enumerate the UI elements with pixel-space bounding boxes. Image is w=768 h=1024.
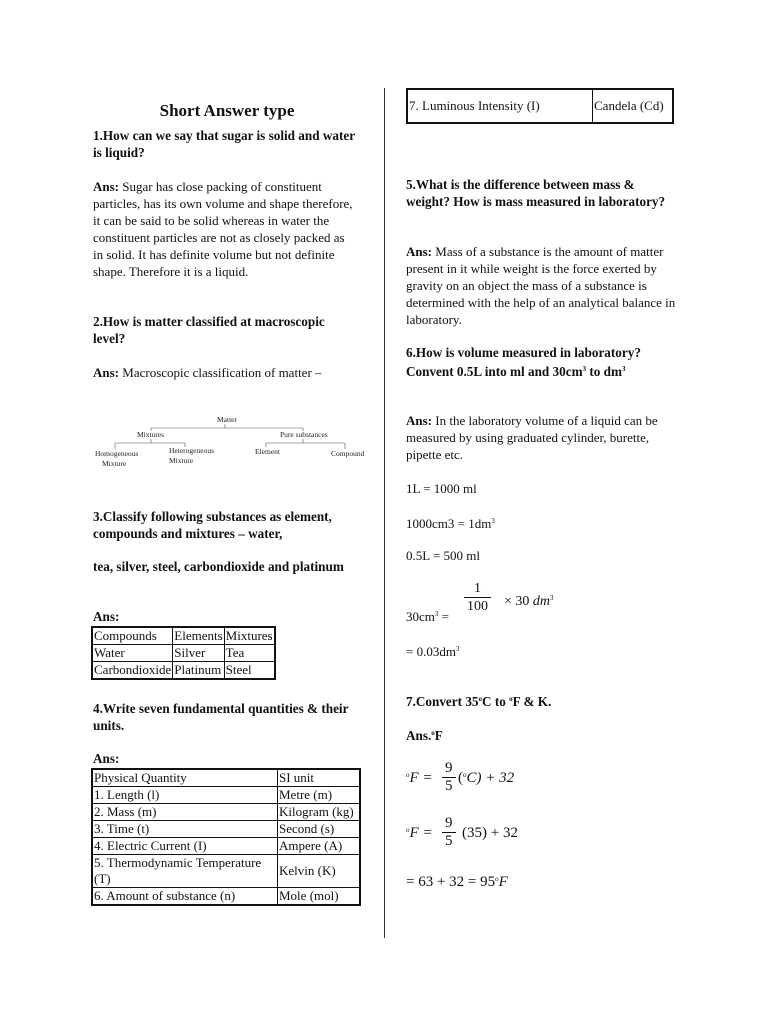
table-cell: Ampere (A) [278,838,361,855]
q1-answer [93,178,353,280]
table-row [92,645,275,662]
diagram-homo1: Homogeneous [95,449,139,458]
table-row [92,804,360,821]
q7-f1-lhs [406,770,433,787]
q7-deg: o [406,771,410,779]
q2-question: 2.How is matter classified at macroscopic level? [93,314,325,346]
q7-question [406,691,551,710]
q4-ans-label: Ans: [93,751,120,766]
q6-eq2-text: 1000cm3 = 1dm [406,516,492,531]
q7-deg: o [463,771,467,779]
column-divider [384,88,385,938]
table-cell: Metre (m) [278,787,361,804]
table-row [92,855,360,888]
q1-question: 1.How can we say that sugar is solid and water is liquid? [93,128,355,160]
q5-ans-label: Ans: [406,244,433,259]
diagram-matter: Matter [217,415,237,424]
q6-sup: 3 [434,610,439,618]
table-cell: 6. Amount of substance (n) [92,888,278,906]
table-cell: 2. Mass (m) [92,804,278,821]
q6-eq3: 0.5L = 500 ml [406,548,481,563]
q4-units-table-continued [406,88,674,124]
q6-eq4-rest [504,590,554,610]
table-cell: Mole (mol) [278,888,361,906]
table-cell: 1. Length (l) [92,787,278,804]
q6-eq4-unit: dm [532,594,551,609]
q6-sup: 3 [455,645,460,653]
table-cell: Platinum [173,662,224,680]
page-title: Short Answer type [159,101,295,121]
table-cell: Mixtures [225,628,273,643]
q7-question-b: C to [482,694,510,709]
q7-f2-num: 9 [442,815,456,833]
table-cell: Second (s) [278,821,361,838]
q6-eq4-lhs-text: 30cm [406,609,435,624]
q7-f1-fraction [442,760,456,795]
q6-eq4-rest-text: × 30 [504,594,530,609]
q6-eq2 [406,513,495,532]
q5-answer [406,243,676,328]
q3-question: 3.Classify following substances as element, compounds and mixtures – water, [93,509,332,541]
q2-answer [93,364,361,381]
q7-deg: o [495,875,499,883]
q7-f2-rest: (35) + 32 [462,825,518,841]
q1-ans-label: Ans: [93,179,120,194]
q7-ans-unit: F [434,728,443,743]
q5-question: 5.What is the difference between mass & weight? How is mass measured in laboratory? [406,177,666,209]
table-cell: Elements [174,628,223,643]
q6-eq1: 1L = 1000 ml [406,481,477,496]
q7-formula-3 [406,874,606,891]
q6-sup: 3 [582,365,587,373]
q6-eq4-lhs [406,606,449,625]
q6-eq4-eq: = [438,609,449,624]
q7-formula-2 [406,815,606,855]
q6-question-a: 6.How is volume measured in laboratory? Convent 0.5L into ml and 30cm [406,345,641,379]
table-row [92,627,275,645]
q6-eq4-fraction [464,580,491,615]
q7-f1-open: ( [458,770,463,786]
q7-f2-lhs [406,825,433,842]
q3-ans-label: Ans: [93,609,120,624]
table-cell: Candela (Cd) [593,89,674,123]
q7-ans-label: Ans. [406,728,432,743]
table-cell: SI unit [278,769,361,787]
diagram-pure: Pure substances [280,430,328,439]
q7-f1-lhs-text: F = [409,770,433,786]
q6-answer [406,412,676,463]
diagram-hetero1: Heterogeneous [169,446,214,455]
table-cell: Steel [224,662,274,680]
table-row [92,769,360,787]
q7-f2-fraction [442,815,456,850]
q7-f3-unit: F [498,874,508,890]
q6-ans-label: Ans: [406,413,433,428]
q7-f2-den: 5 [445,833,453,849]
diagram-compound: Compound [331,449,365,458]
q7-question-a: 7.Convert 35 [406,694,479,709]
q6-eq5-text: = 0.03dm [406,644,456,659]
table-cell: Kilogram (kg) [278,804,361,821]
table-row [92,662,275,680]
table-row [92,787,360,804]
q6-sup: 3 [491,517,495,525]
table-cell: 3. Time (t) [92,821,278,838]
q6-question [406,344,676,380]
table-cell: Silver [173,645,224,662]
q7-deg: o [478,695,483,703]
q6-eq4-den: 100 [467,599,488,614]
table-row [407,89,673,123]
q6-eq4-num: 1 [464,580,491,598]
diagram-element: Element [255,447,280,456]
table-cell: 5. Thermodynamic Temperature (T) [92,855,278,888]
table-cell: Kelvin (K) [278,855,361,888]
table-cell: Physical Quantity [92,769,278,787]
table-cell: Tea [224,645,274,662]
q4-question: 4.Write seven fundamental quantities & their units. [93,701,349,733]
q6-sup: 3 [550,594,554,602]
q7-question-c: F & K. [512,694,552,709]
q6-eq5 [406,641,459,660]
q7-f1-num: 9 [442,760,456,778]
table-cell: Carbondioxide [94,662,172,677]
table-cell: 4. Electric Current (I) [92,838,278,855]
table-cell: Water [92,645,173,662]
q5-answer-text: Mass of a substance is the amount of matter present in it while weight is the force exerted by gravity on an object the mass of a substance is determined with the help of an analytical balance in laboratory. [406,244,676,327]
q3-classification-table [91,626,276,680]
q7-f3-text: = 63 + 32 = 95 [406,874,496,890]
q7-deg: o [431,729,435,737]
table-row [92,821,360,838]
q7-f1-rest [458,770,514,787]
q6-answer-text: In the laboratory volume of a liquid can be measured by using graduated cylinder, burette, pipette etc. [406,413,658,462]
table-cell: 7. Luminous Intensity (I) [407,89,593,123]
table-row [92,888,360,906]
q1-answer-text: Sugar has close packing of constituent particles, has its own volume and shape therefore, it can be said to be solid whereas in water the constituent particles are not as closely packed as in solid. It has definite volume but not definite shape. Therefore it is a liquid. [93,179,353,279]
table-cell: Compounds [92,627,173,645]
q6-sup: 3 [622,365,626,373]
table-row [92,838,360,855]
q7-f1-c: C) + 32 [466,770,515,786]
q4-units-table [91,768,361,906]
matter-classification-diagram [93,412,365,474]
q7-deg: o [509,695,513,703]
q7-ans [406,725,443,744]
diagram-mixtures: Mixtures [137,430,165,439]
q3-question-line2: tea, silver, steel, carbondioxide and platinum [93,559,344,574]
q7-f1-den: 5 [445,778,453,794]
q6-question-b: to dm [586,364,622,379]
q7-deg: o [406,826,410,834]
q2-answer-text: Macroscopic classification of matter – [119,365,322,380]
diagram-hetero2: Mixture [169,456,194,465]
q7-f2-lhs-text: F = [409,825,433,841]
q2-ans-label: Ans: [93,365,120,380]
q7-formula-1 [406,760,606,800]
diagram-homo2: Mixture [102,459,127,468]
